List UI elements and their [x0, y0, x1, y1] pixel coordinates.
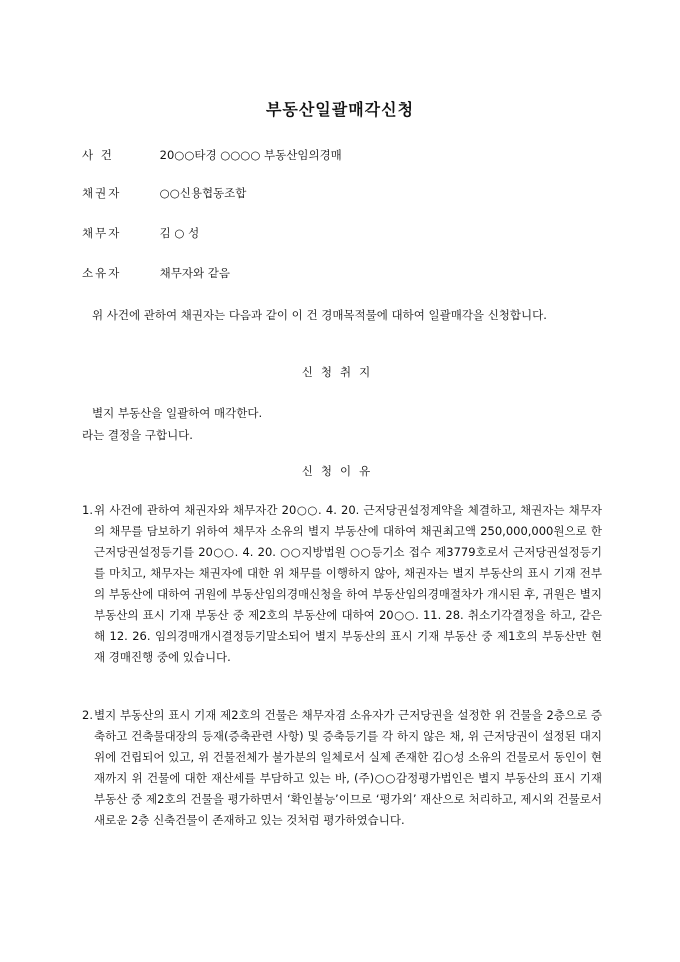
field-case-label: 사 건: [82, 148, 114, 162]
field-debtor-value: 김 ○ 성: [159, 226, 200, 240]
field-creditor-value: ○○신용협동조합: [159, 186, 247, 200]
field-creditor-label: 채권자: [82, 186, 122, 200]
reason-item-2-text: 별지 부동산의 표시 기재 제2호의 건물은 채무자겸 소유자가 근저당권을 설정한 위 건물을 2층으로 증축하고 건축물대장의 등재(증축관련 사항) 및 증축등기를 각 하지 않은 채, 위 근저당권이 설정된 대지위에 건립되어 있고, 위 건물전체가 불가분의 일체로서 실제 존재한 김○성 소유의 건물로서 동인이 현재까지 위 건물에 대한 재산세를 부담하고 있는 바, (주)○○감정평가법인은 별지 부동산의 표시 기재 부동산 중 제2호의 건물을 평가하면서 ‘확인불능’이므로 ‘평가외’ 재산으로 처리하고, 제시외 건물로서 새로운 2층 신축건물이 존재하고 있는 것처럼 평가하였습니다.: [94, 708, 602, 827]
field-owner-value: 채무자와 같음: [159, 266, 230, 280]
purpose-line-2: 라는 결정을 구합니다.: [82, 428, 193, 442]
field-debtor: [82, 225, 199, 241]
purpose-line-1: 별지 부동산을 일괄하여 매각한다.: [92, 406, 263, 420]
reason-item-2-number: 2.: [82, 708, 93, 722]
reason-item-1-text: 위 사건에 관하여 채권자와 채무자간 20○○. 4. 20. 근저당권설정계약을 체결하고, 채권자는 채무자의 채무를 담보하기 위하여 채무자 소유의 별지 부동산에 대하여 채권최고액 250,000,000원으로 한 근저당권설정등기를 20○○. 4. 20. ○○지방법원 ○○등기소 접수 제3779호로서 근저당권설정등기를 마치고, 채무자는 채권자에 대한 위 채무를 이행하지 않아, 채권자는 별지 부동산의 표시 기재 전부의 부동산에 대하여 귀원에 부동산임의경매신청을 하여 부동산임의경매절차가 개시된 후, 귀원은 별지 부동산의 표시 기재 부동산 중 제2호의 부동산에 대하여 20○○. 11. 28. 취소기각결정을 하고, 같은 해 12. 26. 임의경매개시결정등기말소되어 별지 부동산의 표시 기재 부동산 중 제1호의 부동산만 현재 경매진행 중에 있습니다.: [94, 503, 602, 664]
field-creditor: [82, 185, 246, 201]
field-debtor-label: 채무자: [82, 226, 122, 240]
intro-paragraph: 위 사건에 관하여 채권자는 다음과 같이 이 건 경매목적물에 대하여 일괄매각을 신청합니다.: [92, 308, 547, 322]
field-case-value: 20○○타경 ○○○○ 부동산임의경매: [159, 148, 342, 162]
reason-item-2: [82, 705, 602, 831]
reason-item-1-number: 1.: [82, 503, 93, 517]
document-title: 부동산일괄매각신청: [265, 100, 415, 119]
field-owner-label: 소유자: [82, 266, 122, 280]
reason-item-1: [82, 500, 602, 668]
purpose-heading: 신청취지: [301, 365, 379, 379]
field-owner: [82, 265, 230, 281]
reasons-heading: 신청이유: [301, 464, 379, 478]
field-case: [82, 147, 342, 163]
